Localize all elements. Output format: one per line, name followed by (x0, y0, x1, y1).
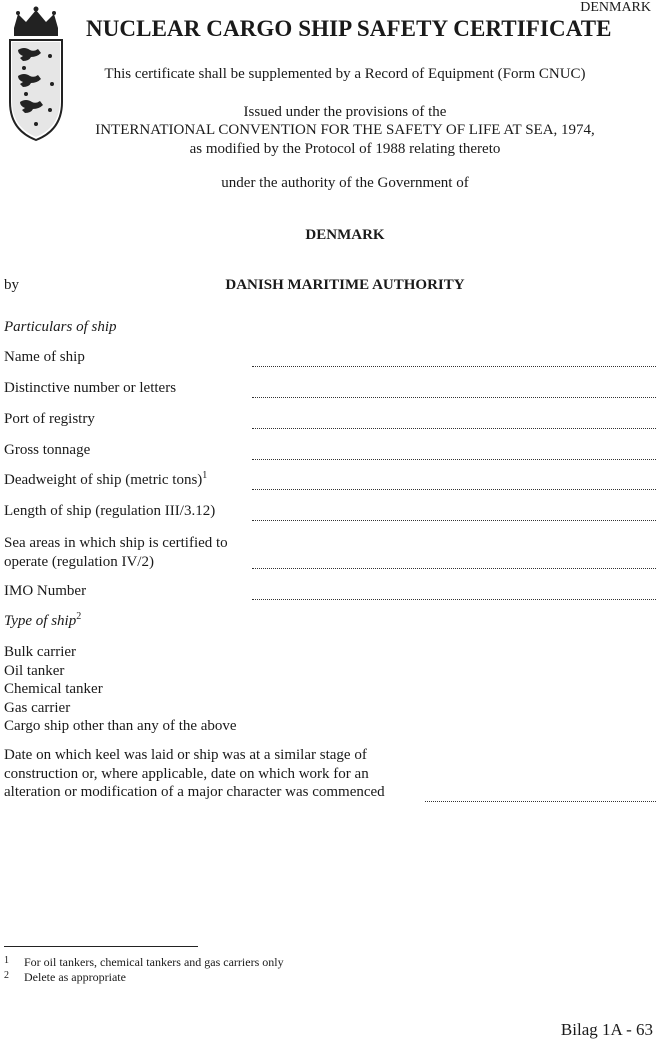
footnote-ref-1: 1 (202, 470, 208, 481)
footnote-2-number: 2 (4, 970, 9, 981)
deadweight-label-text: Deadweight of ship (metric tons) (4, 472, 203, 488)
authority-line: under the authority of the Government of (221, 175, 469, 191)
field-line-sea-areas[interactable] (252, 568, 656, 569)
page-footer: Bilag 1A - 63 (560, 1020, 653, 1039)
field-label-imo-number: IMO Number (4, 583, 87, 599)
field-line-length[interactable] (252, 520, 656, 521)
field-line-port-of-registry[interactable] (252, 428, 656, 429)
issued-line-3: as modified by the Protocol of 1988 relating thereto (189, 141, 501, 157)
field-label-port-of-registry: Port of registry (4, 411, 95, 427)
field-label-deadweight (4, 472, 207, 489)
field-line-gross-tonnage[interactable] (252, 459, 656, 460)
issued-line-1: Issued under the provisions of the (243, 104, 447, 120)
keel-line-2: construction or, where applicable, date on which work for an (4, 765, 369, 782)
footnote-1 (4, 955, 284, 970)
ship-type-gas-carrier[interactable]: Gas carrier (4, 699, 71, 716)
keel-line-1: Date on which keel was laid or ship was at a similar stage of (4, 747, 367, 763)
ship-type-other-cargo[interactable]: Cargo ship other than any of the above (4, 718, 237, 734)
supplement-note: This certificate shall be supplemented by a Record of Equipment (Form CNUC) (104, 66, 586, 82)
sea-areas-line-2: operate (regulation IV/2) (4, 553, 154, 570)
type-of-ship-text: Type of ship (4, 613, 77, 629)
footnote-divider (4, 946, 198, 947)
field-line-distinctive-number[interactable] (252, 397, 656, 398)
footnote-2 (4, 970, 126, 985)
field-line-deadweight[interactable] (252, 489, 656, 490)
certificate-title: NUCLEAR CARGO SHIP SAFETY CERTIFICATE (86, 16, 612, 41)
footnote-ref-2: 2 (76, 611, 82, 622)
field-label-distinctive-number: Distinctive number or letters (4, 380, 177, 396)
issued-line-2: INTERNATIONAL CONVENTION FOR THE SAFETY OF LIFE AT SEA, 1974, (95, 122, 595, 138)
field-line-name-of-ship[interactable] (252, 366, 656, 367)
field-label-sea-areas (4, 534, 228, 571)
by-label: by (4, 277, 19, 293)
country-header: DENMARK (580, 0, 651, 15)
field-line-imo-number[interactable] (252, 599, 656, 600)
field-label-gross-tonnage: Gross tonnage (4, 442, 91, 458)
ship-type-chemical-tanker[interactable]: Chemical tanker (4, 681, 103, 697)
field-label-length: Length of ship (regulation III/3.12) (4, 503, 216, 519)
footnote-1-text: For oil tankers, chemical tankers and gas carriers only (24, 955, 284, 969)
ship-type-oil-tanker[interactable]: Oil tanker (4, 662, 65, 679)
country-name: DENMARK (305, 227, 385, 243)
field-line-keel-date[interactable] (425, 801, 656, 802)
type-of-ship-heading (4, 613, 81, 630)
ship-type-bulk-carrier[interactable]: Bulk carrier (4, 644, 77, 660)
footnote-1-number: 1 (4, 955, 9, 966)
field-label-name-of-ship: Name of ship (4, 349, 85, 365)
authority-name: DANISH MARITIME AUTHORITY (225, 277, 465, 293)
ship-type-list (4, 643, 237, 736)
sea-areas-line-1: Sea areas in which ship is certified to (4, 535, 228, 551)
keel-line-3: alteration or modification of a major character was commenced (4, 784, 385, 800)
footnote-2-text: Delete as appropriate (24, 970, 126, 984)
keel-date-label (4, 746, 385, 802)
particulars-heading: Particulars of ship (4, 319, 117, 335)
